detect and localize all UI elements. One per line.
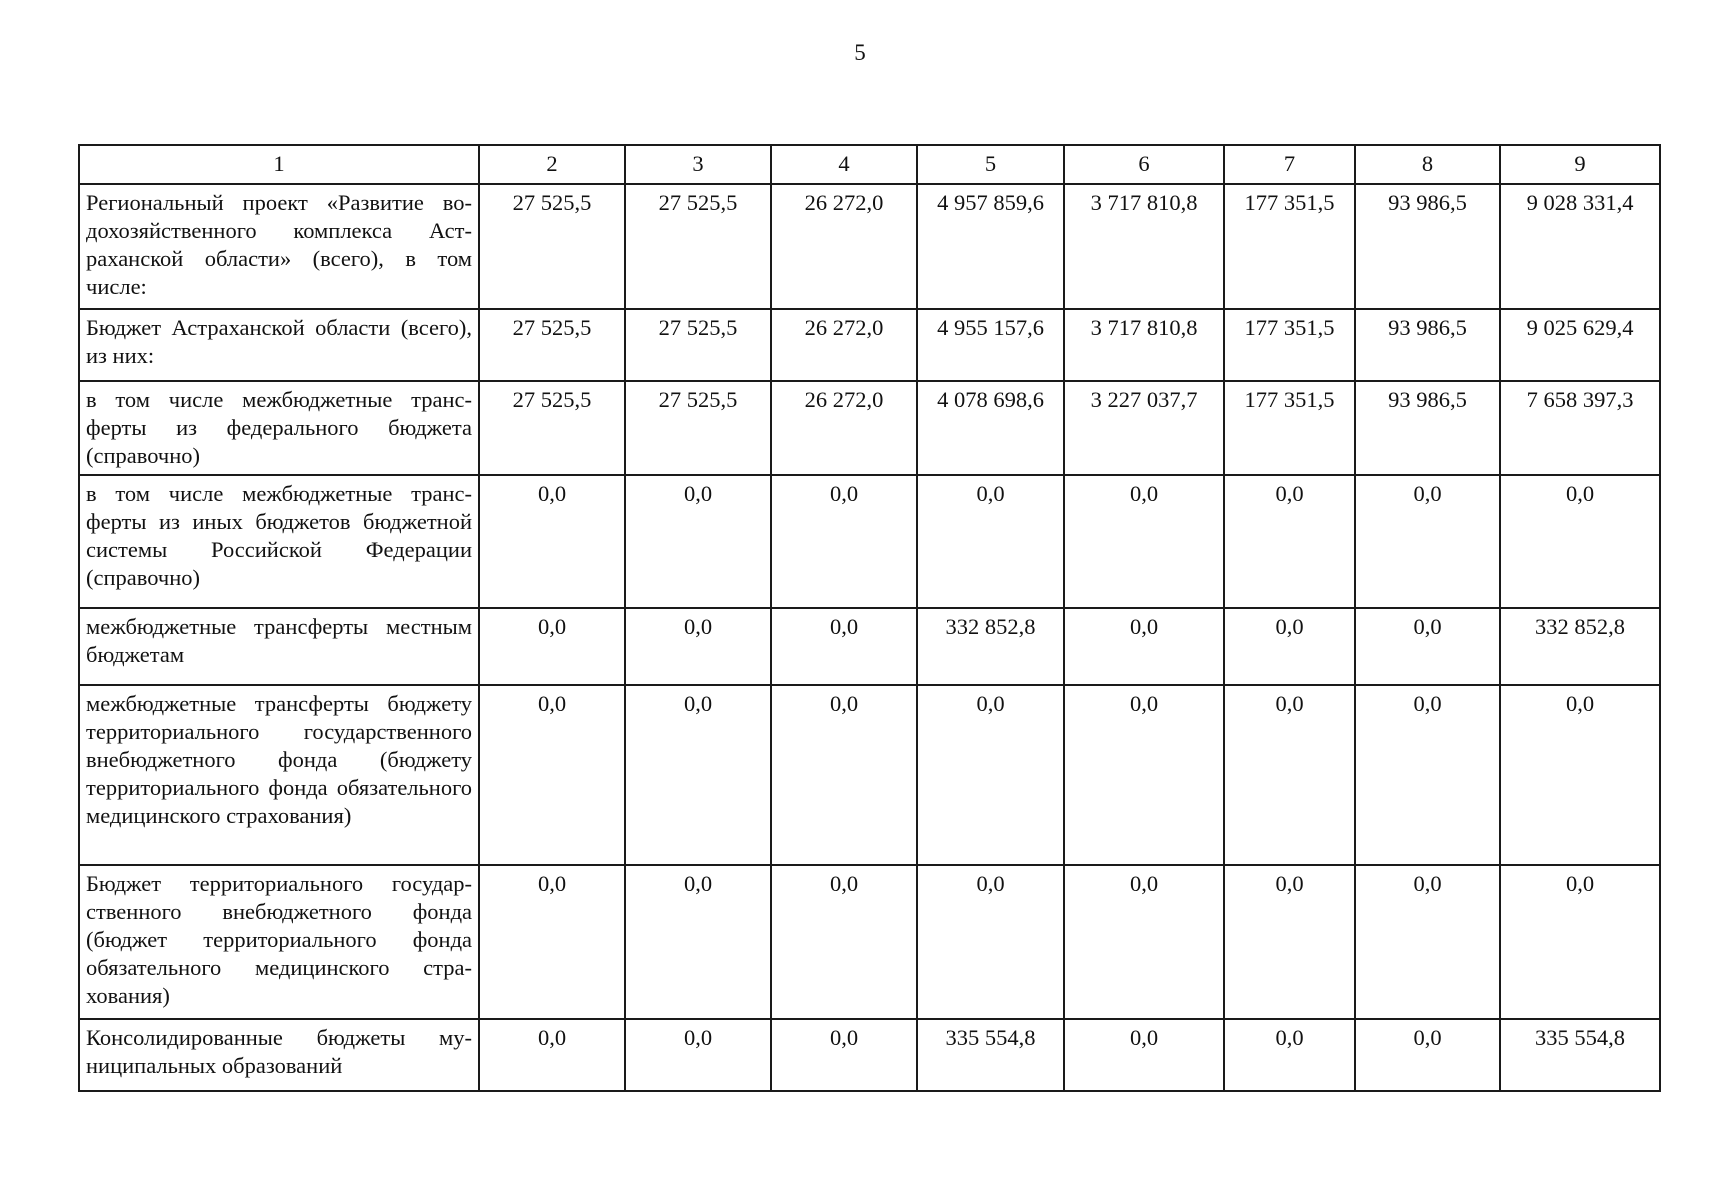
row-label: межбюджетные трансферты местным бюджетам <box>79 608 479 685</box>
table-cell: 0,0 <box>771 475 917 608</box>
table-cell: 3 717 810,8 <box>1064 184 1224 309</box>
column-header: 2 <box>479 145 625 184</box>
table-cell: 0,0 <box>479 1019 625 1091</box>
table-cell: 93 986,5 <box>1355 309 1500 381</box>
table-cell: 93 986,5 <box>1355 381 1500 475</box>
table-cell: 0,0 <box>1224 608 1355 685</box>
table-cell: 0,0 <box>479 685 625 865</box>
table-cell: 27 525,5 <box>625 184 771 309</box>
table-cell: 332 852,8 <box>917 608 1064 685</box>
table-cell: 0,0 <box>625 685 771 865</box>
table-cell: 0,0 <box>917 475 1064 608</box>
table-cell: 0,0 <box>1355 1019 1500 1091</box>
table-row <box>79 381 1660 475</box>
table-cell: 0,0 <box>1500 685 1660 865</box>
table-cell: 0,0 <box>771 608 917 685</box>
table-cell: 0,0 <box>1224 475 1355 608</box>
table-cell: 0,0 <box>1064 608 1224 685</box>
table-cell: 9 028 331,4 <box>1500 184 1660 309</box>
table-cell: 26 272,0 <box>771 309 917 381</box>
table-cell: 177 351,5 <box>1224 184 1355 309</box>
column-header: 1 <box>79 145 479 184</box>
column-header: 5 <box>917 145 1064 184</box>
table-cell: 0,0 <box>1064 685 1224 865</box>
table-cell: 177 351,5 <box>1224 309 1355 381</box>
row-label: Региональный проект «Развитие водохозяйственного комплекса Астраханской области» (всего), в том числе: <box>79 184 479 309</box>
table-cell: 26 272,0 <box>771 381 917 475</box>
row-label: Бюджет территориального государственного внебюджетного фонда (бюджет территориального фонда обязательного медицинского страхования) <box>79 865 479 1019</box>
table-cell: 0,0 <box>479 865 625 1019</box>
table-row <box>79 184 1660 309</box>
table-cell: 27 525,5 <box>479 309 625 381</box>
column-header: 4 <box>771 145 917 184</box>
table-row <box>79 309 1660 381</box>
table-cell: 27 525,5 <box>479 184 625 309</box>
table-cell: 3 227 037,7 <box>1064 381 1224 475</box>
table-cell: 27 525,5 <box>625 309 771 381</box>
table-cell: 0,0 <box>625 1019 771 1091</box>
column-header: 9 <box>1500 145 1660 184</box>
table-cell: 0,0 <box>1355 475 1500 608</box>
table-cell: 335 554,8 <box>1500 1019 1660 1091</box>
table-cell: 0,0 <box>1224 685 1355 865</box>
table-cell: 0,0 <box>917 865 1064 1019</box>
column-header: 7 <box>1224 145 1355 184</box>
table-cell: 335 554,8 <box>917 1019 1064 1091</box>
table-cell: 0,0 <box>917 685 1064 865</box>
row-label: межбюджетные трансферты бюджету территориального государственного внебюджетного фонда (бюджету территориального фонда обязательного медицинского страхования) <box>79 685 479 865</box>
table-row <box>79 608 1660 685</box>
table-cell: 93 986,5 <box>1355 184 1500 309</box>
table-row <box>79 685 1660 865</box>
table-cell: 0,0 <box>479 475 625 608</box>
table-cell: 7 658 397,3 <box>1500 381 1660 475</box>
table-cell: 0,0 <box>1064 865 1224 1019</box>
table-cell: 0,0 <box>771 1019 917 1091</box>
table-cell: 9 025 629,4 <box>1500 309 1660 381</box>
table-cell: 0,0 <box>771 865 917 1019</box>
table-cell: 27 525,5 <box>479 381 625 475</box>
table-cell: 4 955 157,6 <box>917 309 1064 381</box>
table-cell: 0,0 <box>625 608 771 685</box>
table-cell: 26 272,0 <box>771 184 917 309</box>
table-cell: 0,0 <box>1355 685 1500 865</box>
table-row <box>79 1019 1660 1091</box>
page-number: 5 <box>854 40 866 65</box>
table-cell: 0,0 <box>1224 865 1355 1019</box>
table-cell: 177 351,5 <box>1224 381 1355 475</box>
table-cell: 4 078 698,6 <box>917 381 1064 475</box>
table-cell: 0,0 <box>479 608 625 685</box>
header-row <box>79 145 1660 184</box>
table-cell: 332 852,8 <box>1500 608 1660 685</box>
row-label: Бюджет Астраханской области (всего), из них: <box>79 309 479 381</box>
table-cell: 4 957 859,6 <box>917 184 1064 309</box>
budget-table <box>78 144 1661 1092</box>
table-cell: 0,0 <box>625 475 771 608</box>
column-header: 8 <box>1355 145 1500 184</box>
table-cell: 0,0 <box>1500 475 1660 608</box>
column-header: 3 <box>625 145 771 184</box>
table-row <box>79 475 1660 608</box>
table-cell: 0,0 <box>1224 1019 1355 1091</box>
row-label: в том числе межбюджетные трансферты из иных бюджетов бюджетной системы Российской Федерации (справочно) <box>79 475 479 608</box>
table-cell: 27 525,5 <box>625 381 771 475</box>
table-cell: 0,0 <box>1355 608 1500 685</box>
table-cell: 0,0 <box>625 865 771 1019</box>
table-cell: 0,0 <box>1064 1019 1224 1091</box>
table-cell: 3 717 810,8 <box>1064 309 1224 381</box>
table-cell: 0,0 <box>1064 475 1224 608</box>
column-header: 6 <box>1064 145 1224 184</box>
table-cell: 0,0 <box>1500 865 1660 1019</box>
row-label: Консолидированные бюджеты муниципальных образований <box>79 1019 479 1091</box>
table-cell: 0,0 <box>1355 865 1500 1019</box>
table-row <box>79 865 1660 1019</box>
row-label: в том числе межбюджетные трансферты из федерального бюджета (справочно) <box>79 381 479 475</box>
table-cell: 0,0 <box>771 685 917 865</box>
